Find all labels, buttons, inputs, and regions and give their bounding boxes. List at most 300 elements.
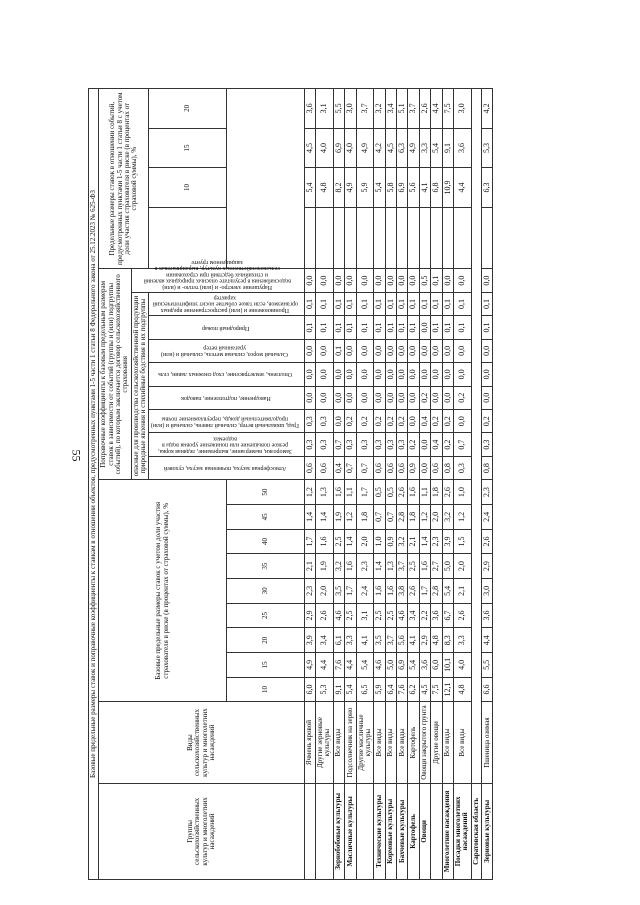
- event-header-3: Наводнение, подтопление, паводок: [149, 386, 304, 409]
- cell-group: Зерновые культуры: [482, 783, 493, 879]
- cell-base-rate: 2,3: [356, 554, 374, 579]
- cell-base-rate: 3,3: [345, 628, 356, 653]
- cell-coef: 0,3: [356, 433, 374, 456]
- cell-base-rate: 3,2: [333, 554, 344, 579]
- cell-base-rate: 3,4: [316, 628, 334, 653]
- table-row: [356, 89, 374, 880]
- cell-coef: 0,2: [408, 433, 419, 456]
- cell-base-rate: 0,5: [374, 480, 385, 505]
- cell-coef: 0,3: [316, 433, 334, 456]
- cell-base-rate: 6,0: [304, 677, 315, 702]
- cell-base-rate: 2,0: [454, 554, 472, 579]
- cell-base-rate: 3,3: [454, 628, 472, 653]
- cell-limit: 5,4: [374, 168, 385, 207]
- cell-coef: 0,0: [374, 386, 385, 409]
- cell-coef: 0,0: [442, 269, 453, 292]
- cell-base-rate: 6,2: [408, 677, 419, 702]
- cell-base-rate: 1,3: [316, 480, 334, 505]
- cell-base-rate: 2,8: [397, 504, 408, 529]
- cell-group: Технические культуры: [374, 783, 385, 879]
- cell-limit-blank: [374, 207, 385, 269]
- cell-base-rate: 0,9: [385, 529, 396, 554]
- cell-base-rate: 2,5: [333, 529, 344, 554]
- cell-base-rate: 2,0: [356, 529, 374, 554]
- cell-coef: 0,2: [482, 410, 493, 433]
- cell-base-rate: 2,5: [408, 554, 419, 579]
- cell-coef: 0,1: [482, 316, 493, 339]
- cell-group: [431, 783, 442, 879]
- cell-coef: 0,6: [397, 456, 408, 479]
- cell-kind: Другие масличные культуры: [356, 702, 374, 783]
- cell-base-rate: 7,6: [397, 677, 408, 702]
- cell-base-rate: 1,8: [408, 504, 419, 529]
- cell-base-rate: 1,9: [333, 504, 344, 529]
- cell-base-rate: 2,9: [304, 603, 315, 628]
- cell-base-rate: 1,6: [316, 529, 334, 554]
- cell-base-rate: 1,5: [454, 529, 472, 554]
- cell-coef: 0,0: [482, 339, 493, 362]
- cell-base-rate: 2,3: [304, 579, 315, 604]
- table-row: [397, 89, 408, 880]
- cell-base-rate: 4,9: [304, 653, 315, 678]
- rates-table: [88, 88, 493, 880]
- base-pct-6: 40: [227, 529, 305, 554]
- cell-limit-blank: [304, 207, 315, 269]
- base-pct-3: 25: [227, 603, 305, 628]
- cell-base-rate: 1,4: [419, 529, 430, 554]
- limits-header: Предельные размеры ставок в отношении событий, предусмотренных пунктами 1-5 части 1 статьи 8 с учетом доли участия страхователя в риске (в процентах от страховой суммы), %: [99, 89, 149, 269]
- table-row: [408, 89, 419, 880]
- cell-limit: 4,9: [356, 128, 374, 167]
- cell-coef: 0,2: [454, 386, 472, 409]
- base-pct-0: 10: [227, 677, 305, 702]
- cell-limit: 3,2: [374, 89, 385, 129]
- cell-group: Посадки многолетних насаждений: [454, 783, 472, 879]
- cell-group: Зернобобовые культуры: [333, 783, 344, 879]
- cell-coef: 0,0: [345, 363, 356, 386]
- cell-coef: 0,2: [385, 410, 396, 433]
- cell-coef: 0,0: [374, 339, 385, 362]
- base-pct-5: 35: [227, 554, 305, 579]
- cell-base-rate: 2,7: [431, 554, 442, 579]
- cell-base-rate: 5,3: [316, 677, 334, 702]
- cell-base-rate: 4,6: [374, 653, 385, 678]
- cell-coef: 0,0: [482, 269, 493, 292]
- cell-limit-blank: [419, 207, 430, 269]
- cell-base-rate: 4,4: [482, 628, 493, 653]
- cell-coef: 0,1: [408, 316, 419, 339]
- cell-coef: 0,1: [333, 316, 344, 339]
- cell-coef: 0,3: [304, 433, 315, 456]
- cell-base-rate: 5,4: [442, 579, 453, 604]
- cell-coef: 0,1: [374, 316, 385, 339]
- cell-base-rate: 2,9: [419, 628, 430, 653]
- cell-coef: 0,4: [333, 456, 344, 479]
- cell-coef: 0,0: [431, 363, 442, 386]
- cell-coef: 0,7: [333, 433, 344, 456]
- cell-base-rate: 5,9: [374, 677, 385, 702]
- page-number: 55: [69, 449, 84, 462]
- cell-coef: 0,0: [333, 363, 344, 386]
- cell-coef: 0,2: [442, 410, 453, 433]
- table-container: [88, 88, 616, 880]
- cell-limit-blank: [442, 207, 453, 269]
- cell-base-rate: 7,6: [333, 653, 344, 678]
- limit-blank-2: [227, 89, 305, 269]
- limit-pct-2: 20: [149, 89, 227, 129]
- cell-limit: 6,3: [482, 168, 493, 207]
- cell-base-rate: 2,6: [482, 529, 493, 554]
- cell-coef: 0,1: [431, 269, 442, 292]
- cell-base-rate: 2,2: [419, 603, 430, 628]
- cell-base-rate: 6,0: [431, 653, 442, 678]
- cell-base-rate: 3,6: [482, 603, 493, 628]
- cell-limit: 4,9: [408, 128, 419, 167]
- cell-kind: Ячмень яровой: [304, 702, 315, 783]
- cell-base-rate: 2,6: [454, 603, 472, 628]
- cell-coef: 0,0: [442, 339, 453, 362]
- cell-group: Картофель: [408, 783, 419, 879]
- cell-base-rate: 1,6: [408, 480, 419, 505]
- cell-limit-blank: [333, 207, 344, 269]
- cell-base-rate: 1,4: [374, 554, 385, 579]
- cell-coef: 0,4: [419, 410, 430, 433]
- cell-coef: 0,1: [374, 292, 385, 315]
- col-kind-header: Виды сельскохозяйственных культур и многолетних насаждений: [99, 702, 304, 783]
- cell-base-rate: 9,1: [333, 677, 344, 702]
- cell-limit: 5,4: [431, 128, 442, 167]
- cell-limit: 4,0: [345, 128, 356, 167]
- cell-coef: 0,2: [356, 410, 374, 433]
- cell-coef: 0,7: [454, 433, 472, 456]
- cell-coef: 0,0: [397, 386, 408, 409]
- cell-base-rate: 2,0: [431, 504, 442, 529]
- cell-coef: 0,1: [356, 292, 374, 315]
- cell-coef: 0,1: [304, 316, 315, 339]
- cell-base-rate: 12,1: [442, 677, 453, 702]
- cell-base-rate: 6,4: [385, 677, 396, 702]
- cell-limit: 6,3: [397, 128, 408, 167]
- cell-coef: 0,0: [419, 363, 430, 386]
- cell-limit: 5,8: [385, 168, 396, 207]
- cell-coef: 0,0: [385, 386, 396, 409]
- cell-limit-blank: [454, 207, 472, 269]
- cell-limit: 9,1: [442, 128, 453, 167]
- cell-base-rate: 1,1: [419, 480, 430, 505]
- cell-coef: 0,0: [408, 410, 419, 433]
- cell-coef: 0,4: [431, 433, 442, 456]
- cell-base-rate: 7,5: [431, 677, 442, 702]
- cell-coef: 0,0: [454, 339, 472, 362]
- cell-coef: 0,3: [345, 433, 356, 456]
- cell-coef: 0,2: [431, 410, 442, 433]
- cell-coef: 0,0: [408, 269, 419, 292]
- cell-limit: 3,7: [356, 89, 374, 129]
- cell-kind: Другие зерновые культуры: [316, 702, 334, 783]
- cell-coef: 0,0: [408, 386, 419, 409]
- cell-base-rate: 3,8: [397, 579, 408, 604]
- cell-base-rate: 4,1: [356, 628, 374, 653]
- cell-coef: 0,1: [385, 316, 396, 339]
- cell-limit: 6,9: [333, 128, 344, 167]
- base-rates-header: Базовые предельные размеры ставок с учетом доли участия страхователя в риске (в процентах от страховой суммы), %: [99, 480, 227, 702]
- cell-coef: 0,7: [356, 456, 374, 479]
- cell-coef: 0,0: [304, 339, 315, 362]
- cell-base-rate: 3,6: [419, 653, 430, 678]
- coef-subheader: опасные для производства сельскохозяйственной продукции природные явления и стихийные бедствия в их подгруппы: [131, 292, 149, 480]
- cell-base-rate: 2,6: [316, 603, 334, 628]
- cell-base-rate: 1,8: [356, 504, 374, 529]
- cell-coef: 0,1: [333, 292, 344, 315]
- cell-coef: 0,1: [397, 316, 408, 339]
- cell-coef: 0,0: [333, 386, 344, 409]
- rotated-page: [88, 88, 616, 880]
- cell-base-rate: 2,1: [454, 579, 472, 604]
- cell-coef: 0,0: [454, 363, 472, 386]
- cell-base-rate: 1,4: [345, 529, 356, 554]
- cell-base-rate: 5,0: [385, 653, 396, 678]
- cell-base-rate: 1,6: [345, 554, 356, 579]
- cell-base-rate: 6,7: [442, 603, 453, 628]
- cell-base-rate: 3,5: [374, 628, 385, 653]
- cell-kind: Подсолнечник на зерно: [345, 702, 356, 783]
- cell-coef: 0,0: [333, 269, 344, 292]
- cell-limit: 5,6: [408, 168, 419, 207]
- cell-limit-blank: [316, 207, 334, 269]
- cell-coef: 0,3: [482, 433, 493, 456]
- cell-base-rate: 4,8: [431, 628, 442, 653]
- cell-base-rate: 3,2: [397, 529, 408, 554]
- cell-coef: 0,0: [374, 269, 385, 292]
- cell-coef: 0,1: [316, 316, 334, 339]
- cell-coef: 0,0: [454, 410, 472, 433]
- table-row: [374, 89, 385, 880]
- cell-kind: Картофель: [408, 702, 419, 783]
- cell-coef: 0,0: [408, 339, 419, 362]
- cell-base-rate: 2,4: [356, 579, 374, 604]
- cell-group: Бахчевые культуры: [397, 783, 408, 879]
- cell-coef: 0,0: [345, 269, 356, 292]
- cell-limit: 4,5: [304, 128, 315, 167]
- cell-coef: 0,0: [419, 433, 430, 456]
- cell-base-rate: 1,4: [316, 504, 334, 529]
- cell-coef: 0,1: [385, 292, 396, 315]
- cell-coef: 0,0: [345, 339, 356, 362]
- cell-kind: Все виды: [374, 702, 385, 783]
- cell-base-rate: 0,7: [374, 504, 385, 529]
- limit-pct-1: 15: [149, 128, 227, 167]
- cell-base-rate: 6,9: [397, 653, 408, 678]
- cell-kind: Другие овощи: [431, 702, 442, 783]
- cell-coef: 0,1: [442, 316, 453, 339]
- cell-limit: 4,4: [454, 168, 472, 207]
- cell-limit: 5,9: [356, 168, 374, 207]
- cell-limit-blank: [431, 207, 442, 269]
- cell-base-rate: 1,2: [419, 504, 430, 529]
- cell-coef: 0,1: [431, 316, 442, 339]
- cell-coef: 0,1: [442, 292, 453, 315]
- cell-base-rate: 0,7: [385, 504, 396, 529]
- cell-kind: Овощи закрытого грунта: [419, 702, 430, 783]
- event-header-5: Сильный мороз, сильная метель, сильный и (или) ураганный ветер: [149, 339, 304, 362]
- cell-base-rate: 1,0: [374, 529, 385, 554]
- col-group-header: Группы сельскохозяйственных культур и многолетних насаждений: [99, 783, 304, 879]
- table-body: [304, 89, 493, 880]
- cell-base-rate: 3,4: [408, 603, 419, 628]
- cell-base-rate: 3,9: [442, 529, 453, 554]
- cell-coef: 0,1: [431, 292, 442, 315]
- cell-base-rate: 1,7: [356, 480, 374, 505]
- cell-coef: 0,1: [333, 339, 344, 362]
- cell-limit: 3,1: [316, 89, 334, 129]
- table-row: [442, 89, 453, 880]
- cell-coef: 0,1: [397, 292, 408, 315]
- event-header-7: Проникновение и (или) распространение вредных организмов, если такое событие носит эпифитотический характер: [149, 292, 304, 315]
- cell-base-rate: 3,2: [442, 504, 453, 529]
- cell-base-rate: 1,7: [304, 529, 315, 554]
- cell-coef: 0,0: [385, 269, 396, 292]
- cell-coef: 0,0: [374, 363, 385, 386]
- cell-coef: 0,0: [431, 339, 442, 362]
- cell-coef: 0,1: [454, 292, 472, 315]
- cell-group: [356, 783, 374, 879]
- cell-limit: 4,1: [419, 168, 430, 207]
- cell-group: Кормовые культуры: [385, 783, 396, 879]
- cell-base-rate: 6,5: [356, 677, 374, 702]
- cell-limit: 4,4: [431, 89, 442, 129]
- cell-coef: 0,6: [431, 456, 442, 479]
- cell-limit-blank: [408, 207, 419, 269]
- cell-base-rate: 3,5: [333, 579, 344, 604]
- cell-base-rate: 5,4: [356, 653, 374, 678]
- cell-coef: 0,2: [345, 410, 356, 433]
- cell-coef: 0,0: [419, 339, 430, 362]
- cell-coef: 0,0: [408, 363, 419, 386]
- cell-coef: 0,8: [482, 456, 493, 479]
- cell-coef: 0,6: [304, 456, 315, 479]
- cell-limit: 4,2: [482, 89, 493, 129]
- cell-base-rate: 2,5: [345, 603, 356, 628]
- cell-coef: 0,0: [397, 339, 408, 362]
- cell-base-rate: 8,3: [442, 628, 453, 653]
- cell-base-rate: 1,9: [316, 554, 334, 579]
- cell-base-rate: 2,9: [482, 554, 493, 579]
- table-title: Базовые предельные размеры ставок и поправочные коэффициенты к ставкам в отношении объектов, предусмотренных пунктами 1-5 части 1 статьи 8 Федерального закона от 25.12.2023 № 625-ФЗ: [89, 89, 99, 880]
- cell-coef: 0,0: [304, 386, 315, 409]
- cell-coef: 0,0: [304, 269, 315, 292]
- cell-coef: 0,1: [419, 292, 430, 315]
- cell-base-rate: 1,6: [385, 579, 396, 604]
- cell-base-rate: 0,5: [385, 480, 396, 505]
- cell-limit: 5,5: [333, 89, 344, 129]
- cell-limit: 4,9: [345, 168, 356, 207]
- cell-base-rate: 4,1: [408, 628, 419, 653]
- cell-limit: 4,0: [316, 128, 334, 167]
- cell-limit: 6,8: [431, 168, 442, 207]
- cell-base-rate: 1,6: [419, 554, 430, 579]
- cell-limit-blank: [385, 207, 396, 269]
- cell-kind: Все виды: [385, 702, 396, 783]
- base-pct-8: 50: [227, 480, 305, 505]
- cell-base-rate: 2,4: [482, 504, 493, 529]
- cell-coef: 0,0: [419, 456, 430, 479]
- cell-group: [316, 783, 334, 879]
- cell-coef: 0,0: [304, 363, 315, 386]
- cell-coef: 0,0: [356, 386, 374, 409]
- cell-coef: 0,1: [408, 292, 419, 315]
- cell-base-rate: 1,7: [419, 579, 430, 604]
- cell-limit: 6,9: [397, 168, 408, 207]
- cell-coef: 0,8: [442, 456, 453, 479]
- table-row: [419, 89, 430, 880]
- cell-coef: 0,0: [356, 363, 374, 386]
- cell-base-rate: 2,6: [442, 480, 453, 505]
- cell-base-rate: 1,3: [385, 554, 396, 579]
- event-header-1: Заморозки, вымерзание, выпревание, ледяная корка, резкое повышение или понижение уровня воды в водоемах: [149, 433, 304, 456]
- cell-coef: 0,1: [345, 316, 356, 339]
- cell-base-rate: 2,3: [431, 529, 442, 554]
- cell-base-rate: 4,0: [454, 653, 472, 678]
- cell-coef: 0,3: [316, 410, 334, 433]
- cell-base-rate: 1,2: [454, 504, 472, 529]
- cell-coef: 0,2: [442, 433, 453, 456]
- base-pct-2: 20: [227, 628, 305, 653]
- cell-base-rate: 3,1: [356, 603, 374, 628]
- event-header-6: Природный пожар: [149, 316, 304, 339]
- cell-coef: 0,0: [345, 386, 356, 409]
- cell-base-rate: 3,7: [385, 628, 396, 653]
- cell-coef: 0,0: [397, 269, 408, 292]
- cell-coef: 0,2: [374, 410, 385, 433]
- event-header-0: Атмосферная засуха, почвенная засуха, суховей: [149, 456, 304, 479]
- cell-base-rate: 4,6: [333, 603, 344, 628]
- cell-limit: 5,1: [397, 89, 408, 129]
- table-row: [304, 89, 315, 880]
- cell-coef: 0,0: [316, 363, 334, 386]
- cell-base-rate: 1,2: [345, 504, 356, 529]
- cell-coef: 0,0: [454, 269, 472, 292]
- cell-limit: 3,7: [408, 89, 419, 129]
- region-label: Саратовская область: [471, 783, 481, 879]
- cell-base-rate: 2,1: [304, 554, 315, 579]
- cell-coef: 0,3: [304, 410, 315, 433]
- cell-base-rate: 5,0: [442, 554, 453, 579]
- base-pct-7: 45: [227, 504, 305, 529]
- base-pct-4: 30: [227, 579, 305, 604]
- cell-limit: 8,2: [333, 168, 344, 207]
- cell-limit: 4,5: [385, 128, 396, 167]
- cell-coef: 0,2: [397, 410, 408, 433]
- table-row: [316, 89, 334, 880]
- cell-limit: 3,3: [419, 128, 430, 167]
- cell-base-rate: 1,6: [374, 579, 385, 604]
- cell-limit: 3,4: [385, 89, 396, 129]
- cell-coef: 0,0: [316, 386, 334, 409]
- cell-kind: Все виды: [333, 702, 344, 783]
- cell-limit: 5,4: [304, 168, 315, 207]
- cell-group: Масличные культуры: [345, 783, 356, 879]
- cell-limit: 2,6: [419, 89, 430, 129]
- cell-group: Многолетние насаждения: [442, 783, 453, 879]
- cell-kind: Все виды: [454, 702, 472, 783]
- cell-limit: 5,3: [482, 128, 493, 167]
- cell-base-rate: 3,6: [431, 603, 442, 628]
- region-row: [471, 89, 481, 880]
- cell-coef: 0,3: [374, 433, 385, 456]
- cell-base-rate: 1,1: [345, 480, 356, 505]
- cell-limit-blank: [397, 207, 408, 269]
- cell-base-rate: 4,4: [316, 653, 334, 678]
